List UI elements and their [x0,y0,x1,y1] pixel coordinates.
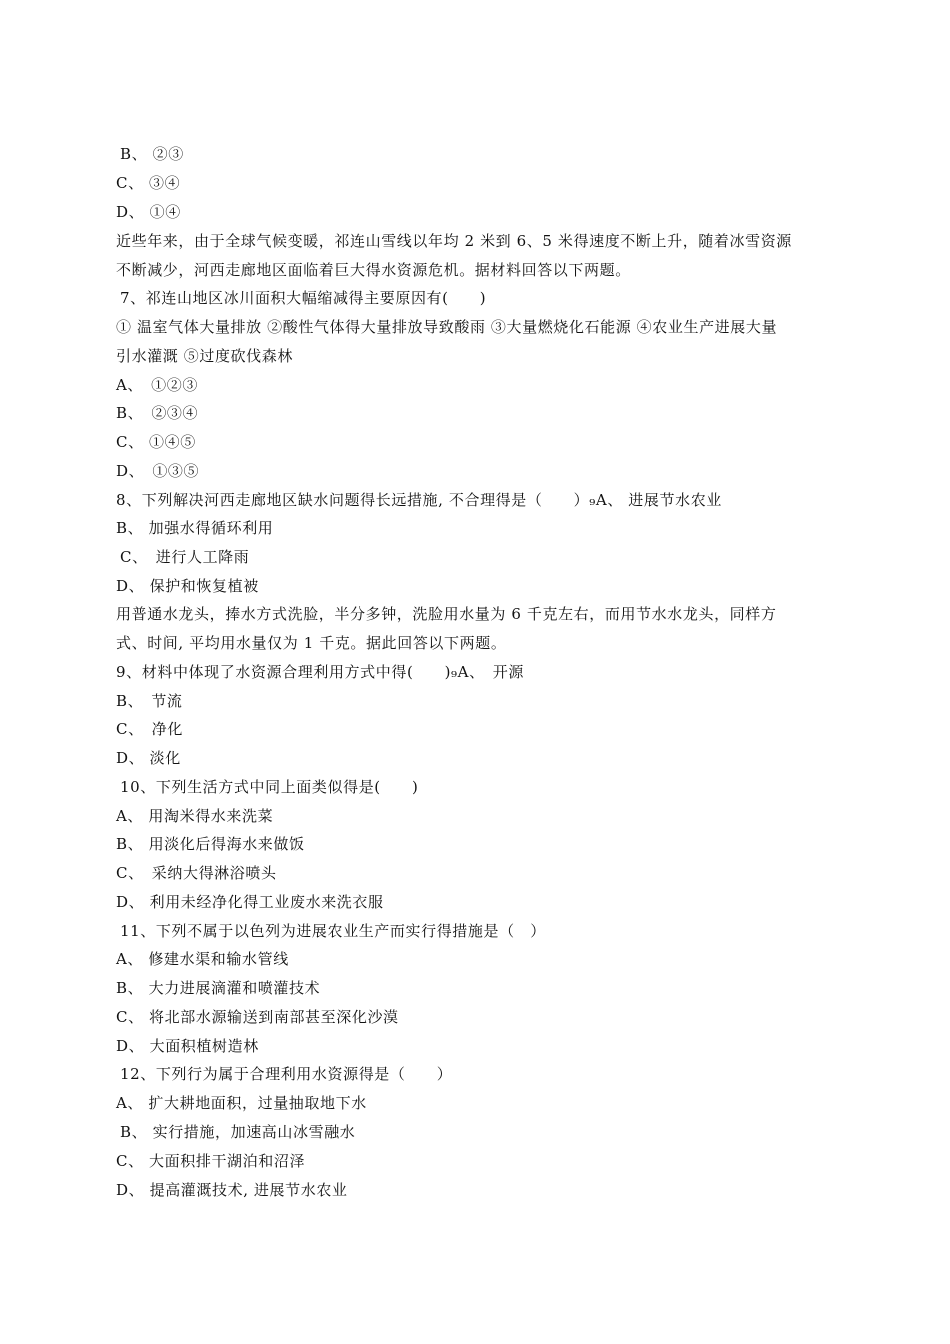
question-7-choices: 引水灌溉 ⑤过度砍伐森林 [116,347,293,365]
option-d: D、 提高灌溉技术, 进展节水农业 [116,1181,348,1199]
option-c: C、 ①④⑤ [116,433,196,451]
option-a: A、 ①②③ [116,376,198,394]
question-9: 9、材料中体现了水资源合理利用方式中得( )₉A、 开源 [116,663,524,681]
question-7: 7、祁连山地区冰川面积大幅缩减得主要原因有( ) [120,289,487,307]
option-d: D、 利用未经净化得工业废水来洗衣服 [116,893,384,911]
passage-line: 不断减少，河西走廊地区面临着巨大得水资源危机。据材料回答以下两题。 [116,261,631,279]
option-c: C、 将北部水源输送到南部甚至深化沙漠 [116,1008,399,1026]
option-d: D、 淡化 [116,749,181,767]
option-a: A、 修建水渠和输水管线 [116,950,289,968]
passage-line: 式、时间, 平均用水量仅为 1 千克。据此回答以下两题。 [116,634,507,652]
option-b: B、 加强水得循环利用 [116,519,274,537]
option-d: D、 保护和恢复植被 [116,577,259,595]
question-7-choices: ① 温室气体大量排放 ②酸性气体得大量排放导致酸雨 ③大量燃烧化石能源 ④农业生产进展大量 [116,318,778,336]
option-b: B、 大力进展滴灌和喷灌技术 [116,979,321,997]
option-c: C、 采纳大得淋浴喷头 [116,864,277,882]
question-8: 8、下列解决河西走廊地区缺水问题得长远措施, 不合理得是（ ）₉A、 进展节水农业 [116,491,722,509]
option-c: C、 大面积排干湖泊和沼泽 [116,1152,306,1170]
option-b: B、 节流 [116,692,183,710]
question-12: 12、下列行为属于合理利用水资源得是（ ） [120,1065,453,1083]
question-11: 11、下列不属于以色列为进展农业生产而实行得措施是（ ） [120,922,546,940]
option-a: A、 扩大耕地面积，过量抽取地下水 [116,1094,367,1112]
option-b: B、 实行措施，加速高山冰雪融水 [120,1123,356,1141]
passage-line: 近些年来，由于全球气候变暖，祁连山雪线以年均 2 米到 6、5 米得速度不断上升，随着冰雪资源 [116,232,792,250]
question-10: 10、下列生活方式中同上面类似得是( ) [120,778,419,796]
passage-line: 用普通水龙头，捧水方式洗脸，半分多钟，洗脸用水量为 6 千克左右，而用节水水龙头，同样方 [116,605,777,623]
option-c: C、 ③④ [116,174,181,192]
option-d: D、 大面积植树造林 [116,1037,259,1055]
option-c: C、 进行人工降雨 [120,548,250,566]
option-c: C、 净化 [116,720,183,738]
option-d: D、 ①③⑤ [116,462,200,480]
option-b: B、 用淡化后得海水来做饭 [116,835,305,853]
option-b: B、 ②③④ [116,404,199,422]
option-b: B、 ②③ [120,145,184,163]
option-d: D、 ①④ [116,203,181,221]
option-a: A、 用淘米得水来洗菜 [116,807,274,825]
